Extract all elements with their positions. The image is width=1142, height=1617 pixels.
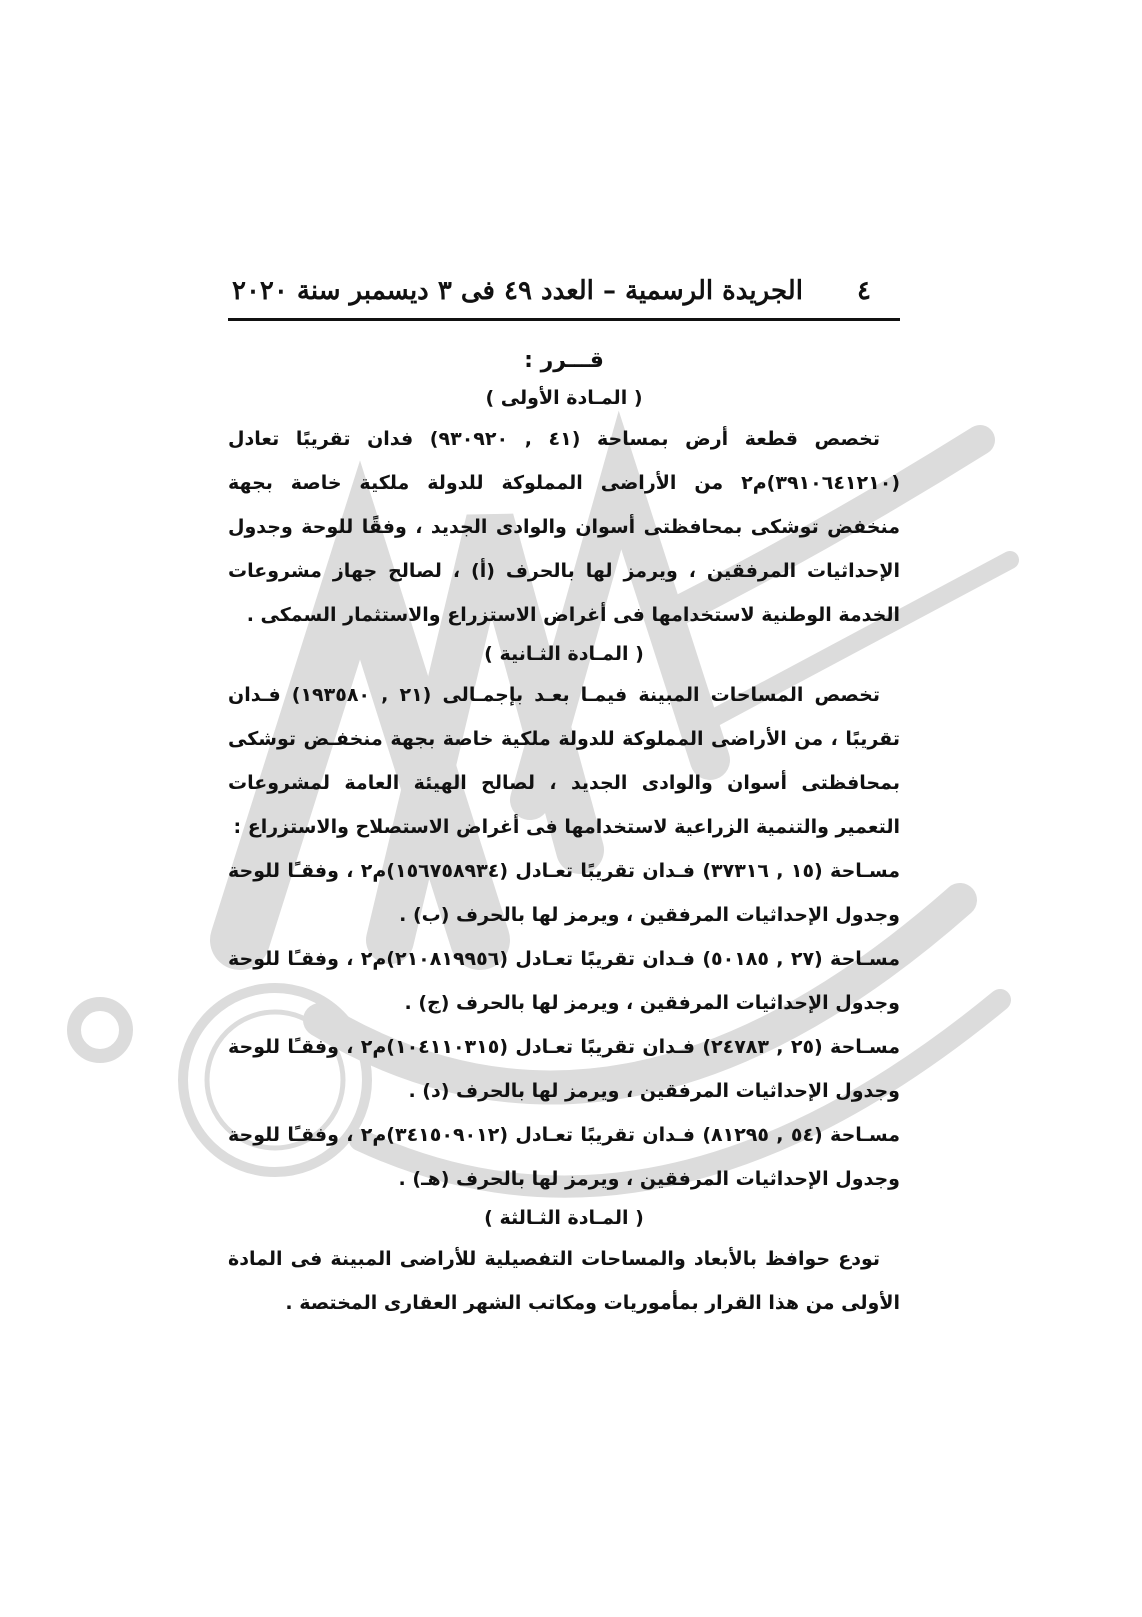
article-paragraph: تودع حوافظ بالأبعاد والمساحات التفصيلية للأراضى المبينة فى المادة الأولى من هذا القرار بمأموريات ومكاتب الشهر العقارى المختصة . [228,1248,900,1314]
decree-body [228,348,900,1325]
area-item-b: مسـاحة (١٥ , ٣٧٣١٦) فـدان تقريبًا تعـادل (١٥٦٧٥٨٩٣٤)م٢ ، وفقـًا للوحة وجدول الإحداثيات المرفقين ، ويرمز لها بالحرف (ب) . [228,860,900,926]
page-number: ٤ [857,276,871,306]
article-3 [228,1207,900,1325]
area-item-h: مسـاحة (٥٤ , ٨١٢٩٥) فـدان تقريبًا تعـادل (٣٤١٥٠٩٠١٢)م٢ ، وفقـًا للوحة وجدول الإحداثيات المرفقين ، ويرمز لها بالحرف (هـ) . [228,1124,900,1190]
article-2 [228,643,900,1201]
article-1 [228,387,900,637]
area-item-j: مسـاحة (٢٧ , ٥٠١٨٥) فـدان تقريبًا تعـادل (٢١٠٨١٩٩٥٦)م٢ ، وفقـًا للوحة وجدول الإحداثيات المرفقين ، ويرمز لها بالحرف (ج) . [228,948,900,1014]
page-header [232,268,887,314]
header-divider [228,318,900,321]
area-item-d: مسـاحة (٢٥ , ٢٤٧٨٣) فـدان تقريبًا تعـادل (١٠٤١١٠٣١٥)م٢ ، وفقـًا للوحة وجدول الإحداثيات المرفقين ، ويرمز لها بالحرف (د) . [228,1036,900,1102]
article-paragraph: تخصص المساحات المبينة فيمـا بعـد بإجمـالى (٢١ , ١٩٣٥٨٠) فـدان تقريبًا ، من الأراضى المملوكة للدولة ملكية خاصة بجهة منخفـض توشكى بمحافظتى أسوان والوادى الجديد ، لصالح الهيئة العامة لمشروعات التعمير والتنمية الزراعية لاستخدامها فى أغراض الاستصلاح والاستزراع : [228,684,900,838]
article-heading: ( المـادة الأولى ) [485,387,643,409]
article-heading: ( المـادة الثـانية ) [484,643,644,665]
running-title: الجريدة الرسمية – العدد ٤٩ فى ٣ ديسمبر سنة ٢٠٢٠ [232,276,803,306]
article-heading: ( المـادة الثـالثة ) [484,1207,644,1229]
article-paragraph: تخصص قطعة أرض بمساحة (٤١ , ٩٣٠٩٢٠) فدان تقريبًا تعادل (٣٩١٠٦٤١٢١٠)م٢ من الأراضى المملوكة للدولة ملكية خاصة بجهة منخفض توشكى بمحافظتى أسوان والوادى الجديد ، وفقًا للوحة وجدول الإحداثيات المرفقين ، ويرمز لها بالحرف (أ) ، لصالح جهاز مشروعات الخدمة الوطنية لاستخدامها فى أغراض الاستزراع والاستثمار السمكى . [228,428,900,626]
decree-word: قـــرر : [524,348,604,373]
